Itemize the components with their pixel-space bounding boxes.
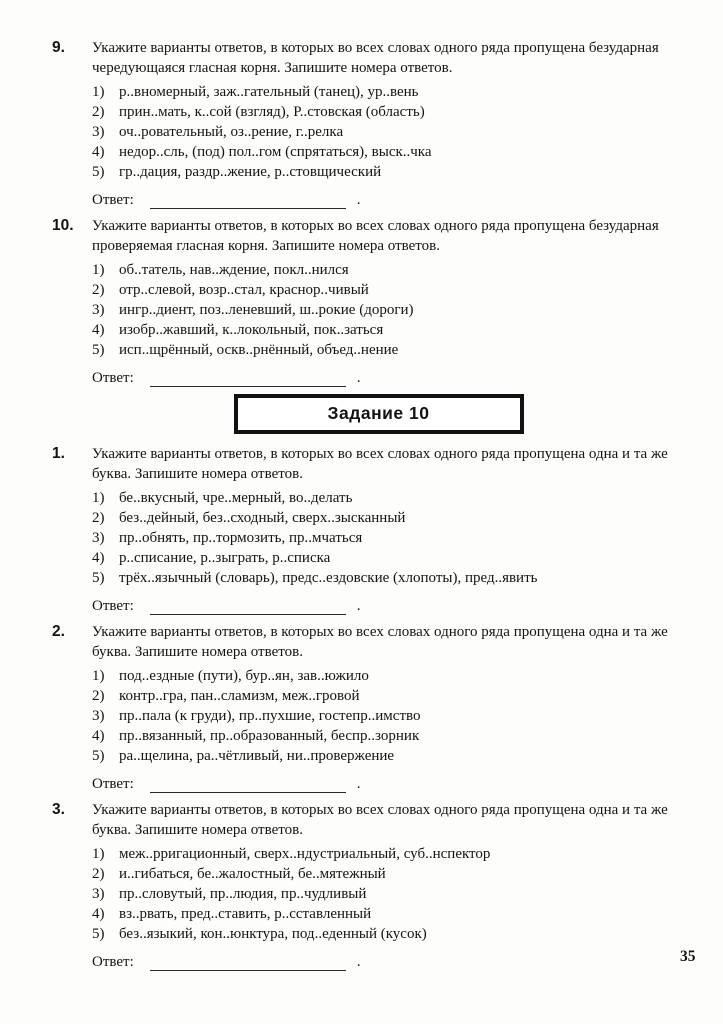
question-prompt: Укажите варианты ответов, в которых во всех словах одного ряда пропущена безударная чередующаяся гласная корня. Запишите номера ответов. xyxy=(92,40,659,76)
options-list xyxy=(92,260,705,360)
option-number: 1) xyxy=(92,262,105,278)
option-row xyxy=(92,300,705,320)
answer-period: . xyxy=(356,192,361,208)
option-row xyxy=(92,924,705,944)
option-text: пр..словутый, пр..людия, пр..чудливый xyxy=(119,886,367,902)
option-row xyxy=(92,904,705,924)
option-number: 2) xyxy=(92,282,105,298)
answer-period: . xyxy=(356,954,361,970)
answer-period: . xyxy=(356,598,361,614)
section-header-label: Задание 10 xyxy=(327,403,430,423)
answer-blank xyxy=(150,600,346,615)
question-prompt: Укажите варианты ответов, в которых во всех словах одного ряда пропущена одна и та же буква. Запишите номера ответов. xyxy=(92,624,668,660)
options-list xyxy=(92,844,705,944)
option-number: 4) xyxy=(92,728,105,744)
option-number: 2) xyxy=(92,866,105,882)
option-text: р..списание, р..зыграть, р..списка xyxy=(119,550,331,566)
option-row xyxy=(92,548,705,568)
option-row xyxy=(92,864,705,884)
answer-label: Ответ: xyxy=(92,192,134,208)
question-number: 3. xyxy=(52,801,65,818)
options-list xyxy=(92,666,705,766)
option-number: 1) xyxy=(92,668,105,684)
question-9 xyxy=(52,38,705,209)
question-number: 10. xyxy=(52,217,74,234)
option-number: 1) xyxy=(92,846,105,862)
option-number: 4) xyxy=(92,322,105,338)
page-number: 35 xyxy=(680,948,696,965)
option-row xyxy=(92,686,705,706)
answer-label: Ответ: xyxy=(92,598,134,614)
options-list xyxy=(92,488,705,588)
option-number: 2) xyxy=(92,104,105,120)
option-row xyxy=(92,162,705,182)
task10-question-2 xyxy=(52,622,705,793)
answer-label: Ответ: xyxy=(92,776,134,792)
option-number: 5) xyxy=(92,342,105,358)
question-number: 9. xyxy=(52,39,65,56)
option-text: без..языкий, кон..юнктура, под..еденный (кусок) xyxy=(119,926,427,942)
option-text: недор..сль, (под) пол..гом (спрятаться), выск..чка xyxy=(119,144,432,160)
option-row xyxy=(92,340,705,360)
option-text: меж..рригационный, сверх..ндустриальный, суб..нспектор xyxy=(119,846,491,862)
question-number: 2. xyxy=(52,623,65,640)
option-text: и..гибаться, бе..жалостный, бе..мятежный xyxy=(119,866,386,882)
option-text: оч..ровательный, оз..рение, г..релка xyxy=(119,124,344,140)
option-number: 5) xyxy=(92,748,105,764)
option-row xyxy=(92,142,705,162)
answer-blank xyxy=(150,194,346,209)
answer-row xyxy=(92,594,705,615)
option-number: 1) xyxy=(92,490,105,506)
option-number: 4) xyxy=(92,144,105,160)
option-text: под..ездные (пути), бур..ян, зав..южило xyxy=(119,668,369,684)
question-number: 1. xyxy=(52,445,65,462)
option-number: 5) xyxy=(92,570,105,586)
answer-row xyxy=(92,366,705,387)
option-text: пр..пала (к груди), пр..пухшие, гостепр..имство xyxy=(119,708,421,724)
option-row xyxy=(92,122,705,142)
section-header-box xyxy=(234,394,524,434)
option-number: 2) xyxy=(92,688,105,704)
option-text: гр..дация, раздр..жение, р..стовщический xyxy=(119,164,382,180)
option-row xyxy=(92,666,705,686)
option-text: отр..слевой, возр..стал, краснор..чивый xyxy=(119,282,369,298)
option-text: пр..обнять, пр..тормозить, пр..мчаться xyxy=(119,530,363,546)
answer-blank xyxy=(150,778,346,793)
option-number: 4) xyxy=(92,906,105,922)
option-number: 5) xyxy=(92,164,105,180)
option-text: без..дейный, без..сходный, сверх..зысканный xyxy=(119,510,406,526)
option-text: ра..щелина, ра..чётливый, ни..провержение xyxy=(119,748,395,764)
option-row xyxy=(92,260,705,280)
option-row xyxy=(92,726,705,746)
task10-question-3 xyxy=(52,800,705,971)
option-row xyxy=(92,82,705,102)
option-row xyxy=(92,320,705,340)
answer-label: Ответ: xyxy=(92,954,134,970)
option-number: 2) xyxy=(92,510,105,526)
option-number: 5) xyxy=(92,926,105,942)
answer-blank xyxy=(150,956,346,971)
question-prompt: Укажите варианты ответов, в которых во всех словах одного ряда пропущена одна и та же буква. Запишите номера ответов. xyxy=(92,446,668,482)
option-text: пр..вязанный, пр..образованный, беспр..зорник xyxy=(119,728,420,744)
option-row xyxy=(92,568,705,588)
option-text: контр..гра, пан..сламизм, меж..гровой xyxy=(119,688,360,704)
option-text: ингр..диент, поз..леневший, ш..рокие (дороги) xyxy=(119,302,414,318)
option-row xyxy=(92,528,705,548)
task10-question-1 xyxy=(52,444,705,615)
option-row xyxy=(92,508,705,528)
option-row xyxy=(92,746,705,766)
question-prompt: Укажите варианты ответов, в которых во всех словах одного ряда пропущена одна и та же буква. Запишите номера ответов. xyxy=(92,802,668,838)
option-row xyxy=(92,884,705,904)
option-text: об..татель, нав..ждение, покл..нился xyxy=(119,262,349,278)
answer-row xyxy=(92,772,705,793)
option-row xyxy=(92,280,705,300)
option-row xyxy=(92,102,705,122)
option-text: трёх..язычный (словарь), предс..ездовские (хлопоты), пред..явить xyxy=(119,570,538,586)
question-10 xyxy=(52,216,705,387)
answer-period: . xyxy=(356,370,361,386)
option-number: 1) xyxy=(92,84,105,100)
option-number: 3) xyxy=(92,530,105,546)
option-text: бе..вкусный, чре..мерный, во..делать xyxy=(119,490,353,506)
option-number: 3) xyxy=(92,708,105,724)
option-text: вз..рвать, пред..ставить, р..сставленный xyxy=(119,906,372,922)
option-number: 3) xyxy=(92,886,105,902)
options-list xyxy=(92,82,705,182)
option-number: 3) xyxy=(92,124,105,140)
option-number: 4) xyxy=(92,550,105,566)
question-prompt: Укажите варианты ответов, в которых во всех словах одного ряда пропущена безударная проверяемая гласная корня. Запишите номера ответов. xyxy=(92,218,659,254)
answer-row xyxy=(92,950,705,971)
option-number: 3) xyxy=(92,302,105,318)
option-row xyxy=(92,488,705,508)
answer-period: . xyxy=(356,776,361,792)
option-text: р..вномерный, заж..гательный (танец), ур..вень xyxy=(119,84,419,100)
option-text: изобр..жавший, к..локольный, пок..заться xyxy=(119,322,384,338)
option-text: исп..щрённый, оскв..рнённый, объед..нение xyxy=(119,342,399,358)
answer-row xyxy=(92,188,705,209)
option-row xyxy=(92,844,705,864)
option-row xyxy=(92,706,705,726)
answer-label: Ответ: xyxy=(92,370,134,386)
option-text: прин..мать, к..сой (взгляд), Р..стовская (область) xyxy=(119,104,425,120)
answer-blank xyxy=(150,372,346,387)
